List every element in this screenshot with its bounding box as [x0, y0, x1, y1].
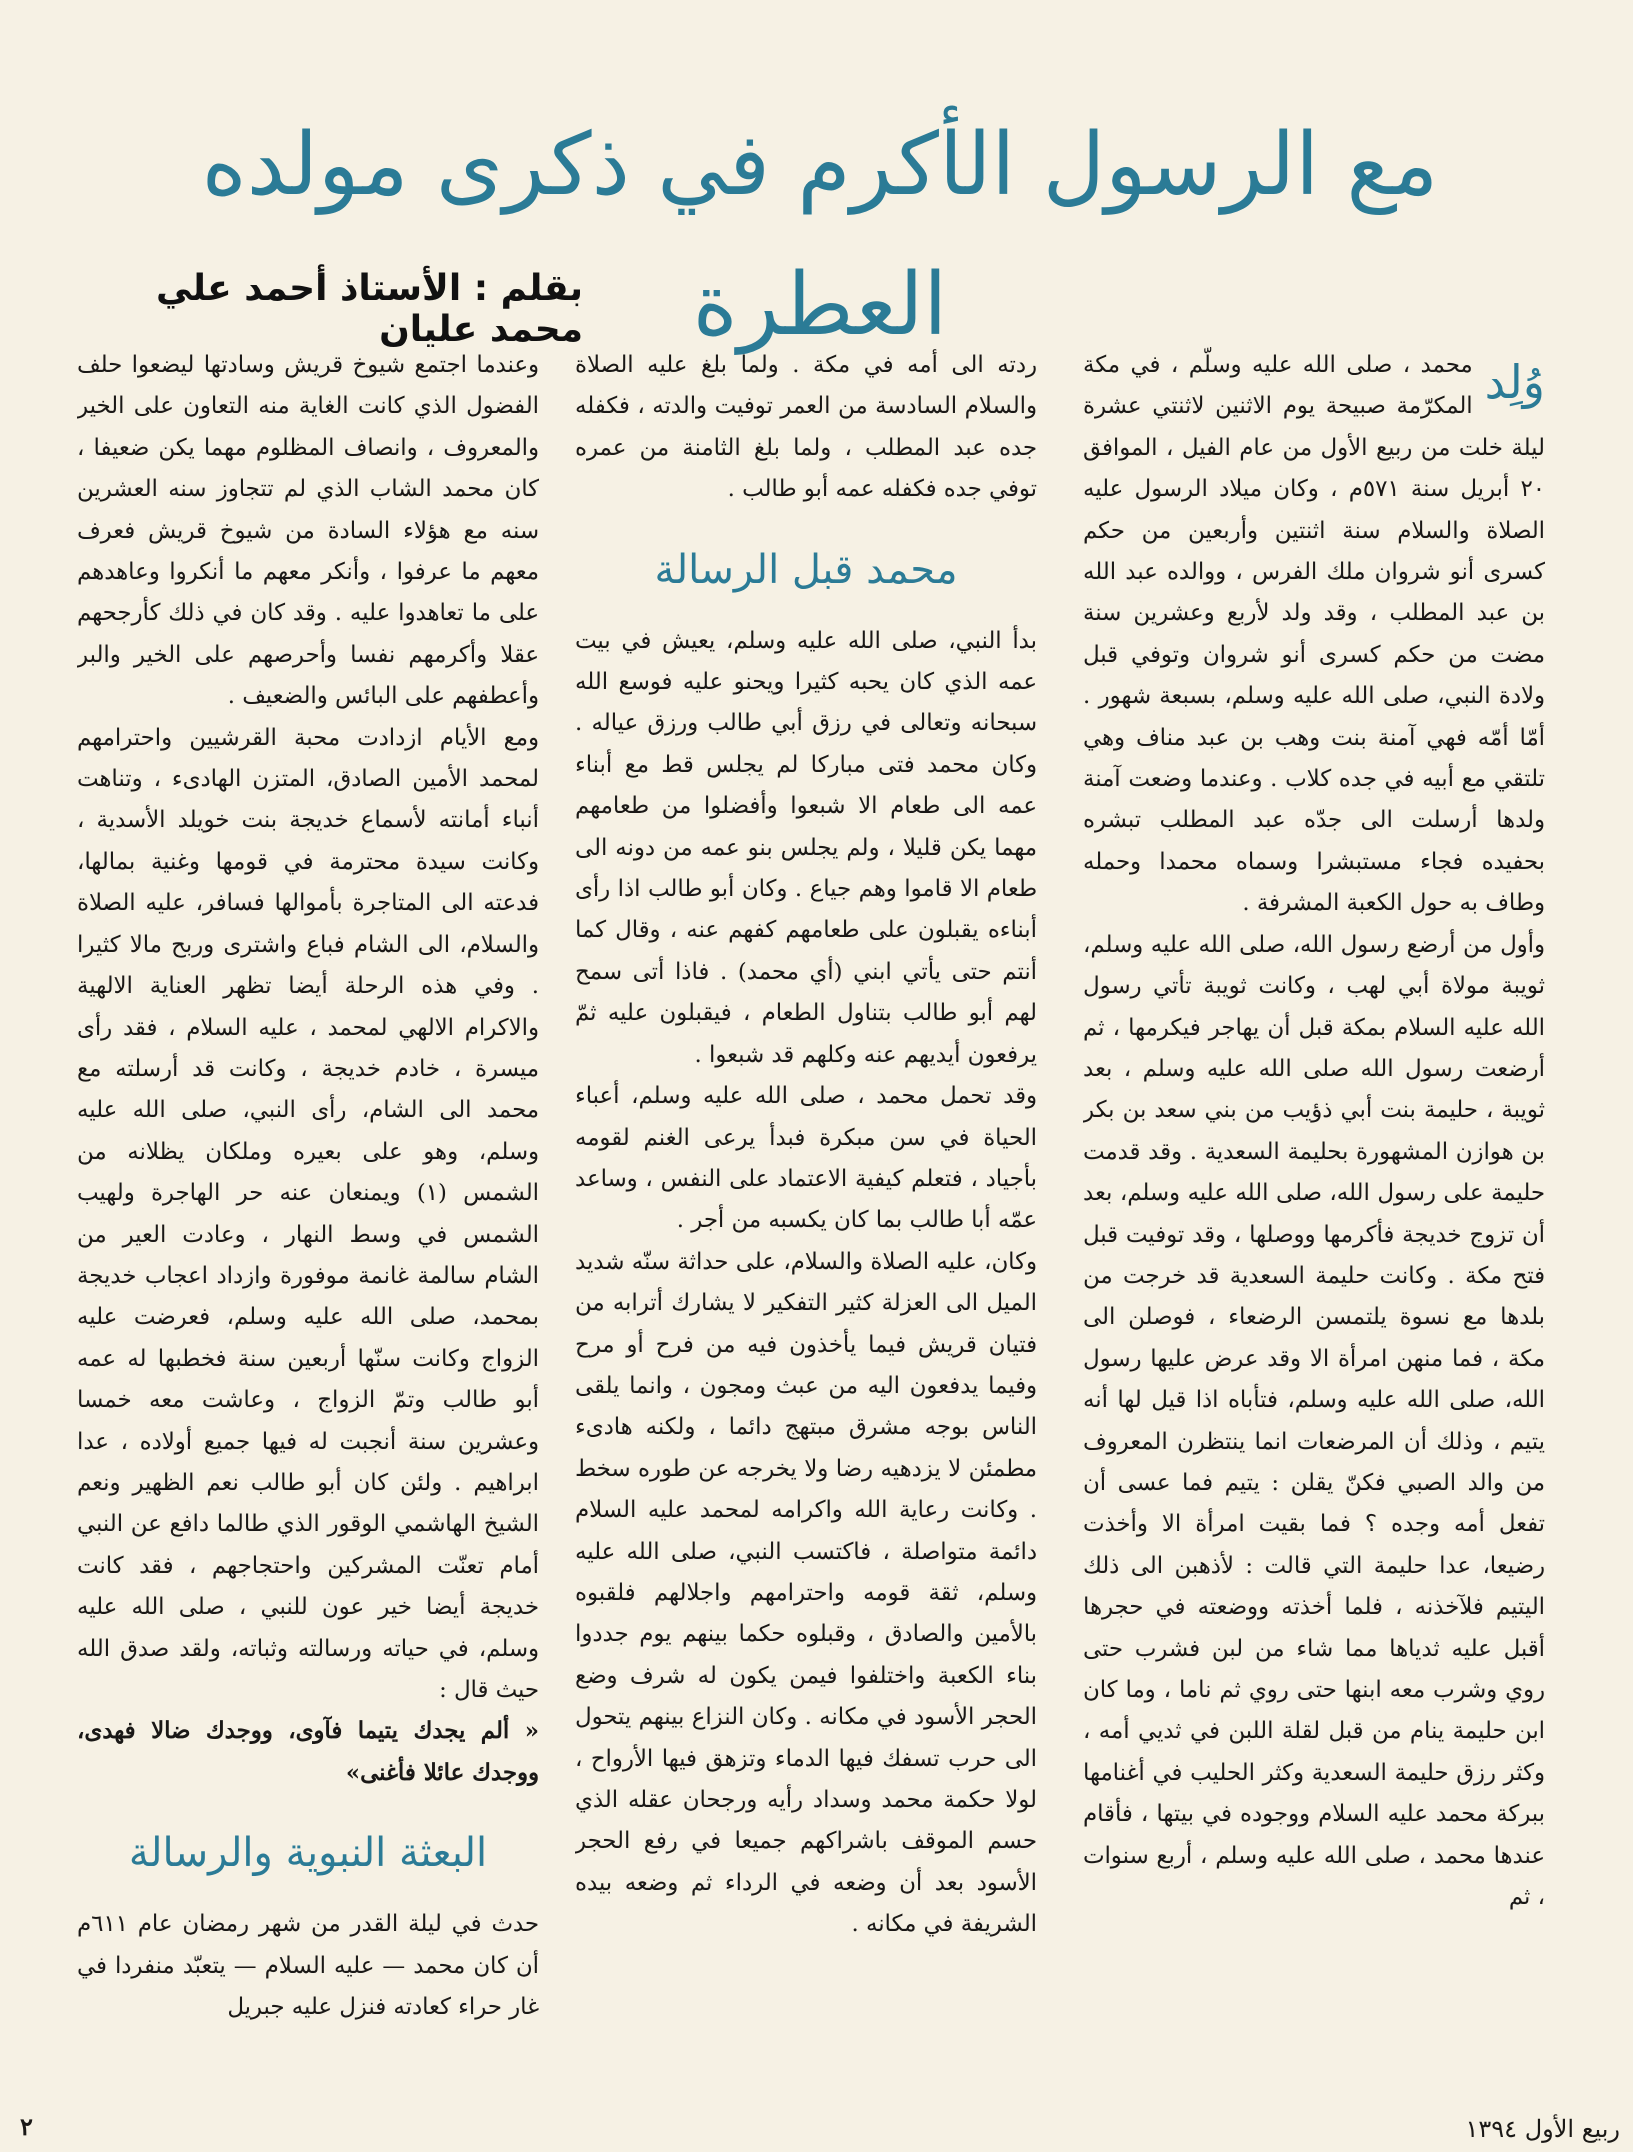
paragraph: وأول من أرضع رسول الله، صلى الله عليه وسلم، ثويبة مولاة أبي لهب ، وكانت ثويبة تأتي رسول الله عليه السلام بمكة قبل أن يهاجر فيكرمها ، ثم أرضعت رسول الله صلى الله عليه وسلم ، بعد ثويبة ، حليمة بنت أبي ذؤيب من بني سعد بن بكر بن هوازن المشهورة بحليمة السعدية . وقد قدمت حليمة على رسول الله، صلى الله عليه وسلم، بعد أن تزوج خديجة فأكرمها ووصلها ، وقد توفيت قبل فتح مكة . وكانت حليمة السعدية قد خرجت من بلدها مع نسوة يلتمسن الرضعاء ، فوصلن الى مكة ، فما منهن امرأة الا وقد عرض عليها رسول الله، صلى الله عليه وسلم، فتأباه اذا قيل لها أنه يتيم ، وذلك أن المرضعات انما ينتظرن المعروف من والد الصبي فكنّ يقلن : يتيم فما عسى أن تفعل أمه وجده ؟ فما بقيت امرأة الا وأخذت رضيعا، عدا حليمة التي قالت : لأذهبن الى ذلك اليتيم فلآخذنه ، فلما أخذته ووضعته في حجرها أقبل عليه ثدياها مما شاء من لبن فشرب حتى روي وشرب معه ابنها حتى روي ثم ناما ، وما كان ابن حليمة ينام من قبل لقلة اللبن في ثديي أمه ، وكثر رزق حليمة السعدية وكثر الحليب في أغنامها ببركة محمد عليه السلام ووجوده في بيتها ، فأقام عندها محمد ، صلى الله عليه وسلم ، أربع سنوات ، ثم — [1083, 931, 1545, 1911]
section-heading: محمد قبل الرسالة — [654, 546, 958, 593]
section-heading: البعثة النبوية والرسالة — [128, 1830, 488, 1877]
paragraph: وقد تحمل محمد ، صلى الله عليه وسلم، أعباء الحياة في سن مبكرة فبدأ يرعى الغنم لقومه بأجياد ، فتعلم كيفية الاعتماد على النفس ، وساعد عمّه أبا طالب بما كان يكسبه من أجر . — [575, 1083, 1037, 1234]
paragraph: ومع الأيام ازدادت محبة القرشيين واحترامهم لمحمد الأمين الصادق، المتزن الهادىء ، وتناهت أنباء أمانته لأسماع خديجة بنت خويلد الأسدية ، وكانت سيدة محترمة في قومها وغنية بمالها، فدعته الى المتاجرة بأموالها فسافر، عليه الصلاة والسلام، الى الشام فباع واشترى وربح مالا كثيرا . وفي هذه الرحلة أيضا تظهر العناية الالهية والاكرام الالهي لمحمد ، عليه السلام ، فقد رأى ميسرة ، خادم خديجة ، وكانت قد أرسلته مع محمد الى الشام، رأى النبي، صلى الله عليه وسلم، وهو على بعيره وملكان يظلانه من الشمس (١) ويمنعان عنه حر الهاجرة ولهيب الشمس في وسط النهار ، وعادت العير من الشام سالمة غانمة موفورة وازداد اعجاب خديجة بمحمد، صلى الله عليه وسلم، فعرضت عليه الزواج وكانت سنّها أربعين سنة فخطبها له عمه أبو طالب وتمّ الزواج ، وعاشت معه خمسا وعشرين سنة أنجبت له فيها جميع أولاده ، عدا ابراهيم . ولئن كان أبو طالب نعم الظهير ونعم الشيخ الهاشمي الوقور الذي طالما دافع عن النبي أمام تعنّت المشركين واحتجاجهم ، فقد كانت خديجة أيضا خير عون للنبي ، صلى الله عليه وسلم، في حياته ورسالته وثباته، ولقد صدق الله حيث قال : — [77, 724, 539, 1703]
paragraph: وكان، عليه الصلاة والسلام، على حداثة سنّه شديد الميل الى العزلة كثير التفكير لا يشارك أترابه من فتيان قريش فيما يأخذون فيه من فرح أو مرح وفيما يدفعون اليه من عبث ومجون ، وانما يلقى الناس بوجه مشرق مبتهج دائما ، ولكنه هادىء مطمئن لا يزدهيه رضا ولا يخرجه عن طوره سخط . وكانت رعاية الله واكرامه لمحمد عليه السلام دائمة متواصلة ، فاكتسب النبي، صلى الله عليه وسلم، ثقة قومه واحترامهم واجلالهم فلقبوه بالأمين والصادق ، وقبلوه حكما بينهم يوم جددوا بناء الكعبة واختلفوا فيمن يكون له شرف وضع الحجر الأسود في مكانه . وكان النزاع بينهم يتحول الى حرب تسفك فيها الدماء وتزهق فيها الأرواح ، لولا حكمة محمد وسداد رأيه ورجحان عقله الذي حسم الموقف باشراكهم جميعا في رفع الحجر الأسود بعد أن وضعه في الرداء ثم وضعه بيده الشريفة في مكانه . — [575, 1248, 1037, 1938]
paragraph: ردته الى أمه في مكة . ولما بلغ عليه الصلاة والسلام السادسة من العمر توفيت والدته ، فكفله جده عبد المطلب ، ولما بلغ الثامنة من عمره توفي جده فكفله عمه أبو طالب . — [575, 352, 1037, 503]
author-byline: بقلم : الأستاذ أحمد علي محمد عليان — [155, 268, 583, 350]
article-title: مع الرسول الأكرم في ذكرى مولده العطرة — [201, 115, 1439, 355]
page-number: ٢ — [20, 2112, 33, 2141]
paragraph: وُلِد محمد ، صلى الله عليه وسلّم ، في مكة المكرّمة صبيحة يوم الاثنين لاثنتي عشرة ليلة خلت من ربيع الأول من عام الفيل ، الموافق ٢٠ أبريل سنة ٥٧١م ، وكان ميلاد الرسول عليه الصلاة والسلام سنة اثنتين وأربعين من حكم كسرى أنو شروان ملك الفرس ، ووالده عبد الله بن عبد المطلب ، وقد ولد لأربع وعشرين سنة مضت من حكم كسرى أنو شروان وتوفي قبل ولادة النبي، صلى الله عليه وسلم، بسبعة شهور . أمّا أمّه فهي آمنة بنت وهب بن عبد مناف وهي تلتقي مع أبيه في جده كلاب . وعندما وضعت آمنة ولدها أرسلت الى جدّه عبد المطلب تبشره بحفيده فجاء مستبشرا وسماه محمدا وحمله وطاف به حول الكعبة المشرفة . — [1083, 345, 1545, 925]
paragraph: وعندما اجتمع شيوخ قريش وسادتها ليضعوا حلف الفضول الذي كانت الغاية منه التعاون على الخير والمعروف ، وانصاف المظلوم مهما يكن ضعيفا ، كان محمد الشاب الذي لم تتجاوز سنه العشرين سنه مع هؤلاء السادة من شيوخ قريش فعرف معهم ما عرفوا ، وأنكر معهم ما أنكروا وعاهدهم على ما تعاهدوا عليه . وقد كان في ذلك كأرجحهم عقلا وأكرمهم نفسا وأحرصهم على الخير والبر وأعطفهم على البائس والضعيف . — [77, 352, 539, 710]
text-column-middle — [575, 345, 1037, 2080]
issue-date: ربيع الأول ١٣٩٤ — [1465, 2115, 1620, 2143]
text-column-right — [1083, 345, 1545, 2080]
text-column-left — [77, 345, 539, 2080]
paragraph: بدأ النبي، صلى الله عليه وسلم، يعيش في بيت عمه الذي كان يحبه كثيرا ويحنو عليه فوسع الله سبحانه وتعالى في رزق أبي طالب ورزق عياله . وكان محمد فتى مباركا لم يجلس قط مع أبناء عمه الى طعام الا شبعوا وأفضلوا من طعامهم مهما يكن قليلا ، ولم يجلس بنو عمه من دونه الى طعام الا قاموا وهم جياع . وكان أبو طالب اذا رأى أبناءه يقبلون على طعامهم كفهم عنه ، وقال كما أنتم حتى يأتي ابني (أي محمد) . فاذا أتى سمح لهم أبو طالب بتناول الطعام ، فيقبلون عليه ثمّ يرفعون أيديهم عنه وكلهم قد شبعوا . — [575, 627, 1037, 1068]
paragraph: حدث في ليلة القدر من شهر رمضان عام ٦١١م أن كان محمد — عليه السلام — يتعبّد منفردا في غار حراء كعادته فنزل عليه جبريل — [77, 1911, 539, 2021]
lead-word: وُلِد — [1484, 355, 1545, 409]
quran-quote: « ألم يجدك يتيما فآوى، ووجدك ضالا فهدى، ووجدك عائلا فأغنى» — [77, 1718, 539, 1786]
